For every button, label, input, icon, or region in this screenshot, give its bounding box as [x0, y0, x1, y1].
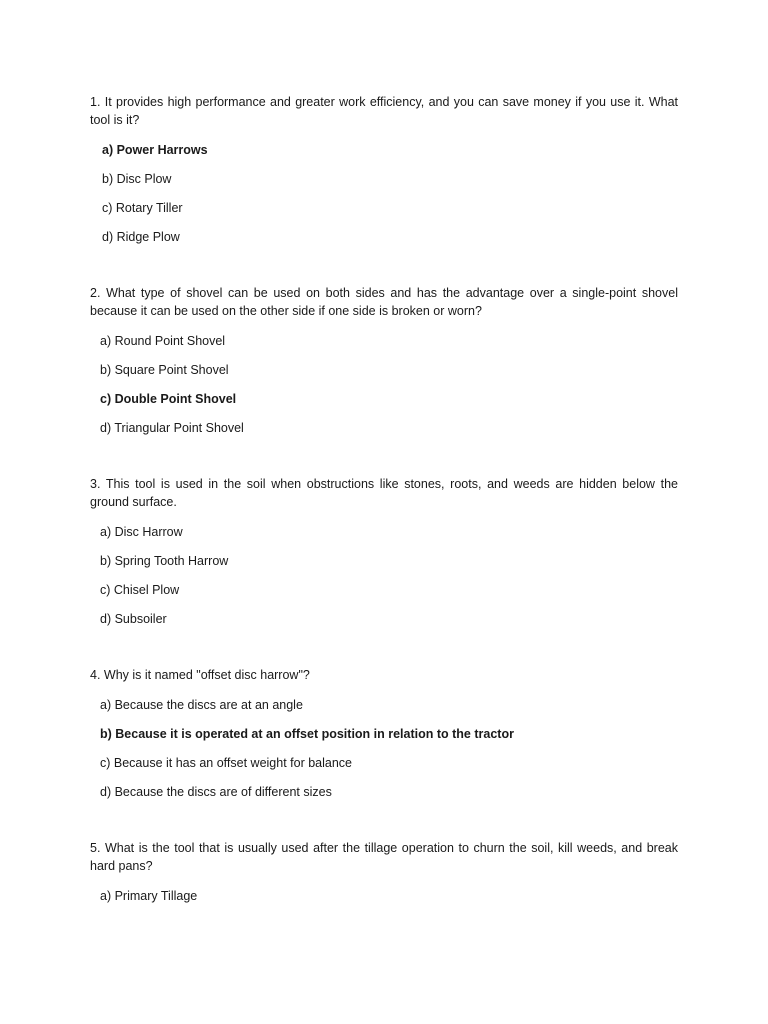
- option-a: a) Because the discs are at an angle: [100, 698, 303, 712]
- option-a: a) Round Point Shovel: [100, 334, 226, 348]
- quiz-document: [90, 93, 678, 943]
- option-c: c) Rotary Tiller: [102, 201, 183, 215]
- question-5: [90, 839, 678, 905]
- option-c: c) Because it has an offset weight for balance: [100, 756, 353, 770]
- option-b: b) Spring Tooth Harrow: [100, 554, 229, 568]
- question-3: [90, 475, 678, 628]
- question-stem: 2. What type of shovel can be used on both sides and has the advantage over a single-point shovel because it can be used on the other side if one side is broken or worn?: [90, 286, 678, 318]
- question-2: [90, 284, 678, 437]
- option-a-correct: a) Power Harrows: [102, 143, 208, 157]
- option-c: c) Chisel Plow: [100, 583, 180, 597]
- option-a: a) Primary Tillage: [100, 889, 198, 903]
- question-1: [90, 93, 678, 246]
- question-stem: 1. It provides high performance and greater work efficiency, and you can save money if you use it. What tool is it?: [90, 95, 678, 127]
- question-stem: 4. Why is it named "offset disc harrow"?: [90, 668, 310, 682]
- option-b: b) Disc Plow: [102, 172, 172, 186]
- option-d: d) Subsoiler: [100, 612, 167, 626]
- question-4: [90, 666, 678, 801]
- option-d: d) Triangular Point Shovel: [100, 421, 244, 435]
- option-b: b) Square Point Shovel: [100, 363, 229, 377]
- question-stem: 5. What is the tool that is usually used after the tillage operation to churn the soil, kill weeds, and break hard pans?: [90, 841, 678, 873]
- option-c-correct: c) Double Point Shovel: [100, 392, 237, 406]
- option-a: a) Disc Harrow: [100, 525, 183, 539]
- option-d: d) Ridge Plow: [102, 230, 180, 244]
- question-stem: 3. This tool is used in the soil when obstructions like stones, roots, and weeds are hidden below the ground surface.: [90, 477, 678, 509]
- option-b-correct: b) Because it is operated at an offset position in relation to the tractor: [100, 727, 514, 741]
- option-d: d) Because the discs are of different sizes: [100, 785, 332, 799]
